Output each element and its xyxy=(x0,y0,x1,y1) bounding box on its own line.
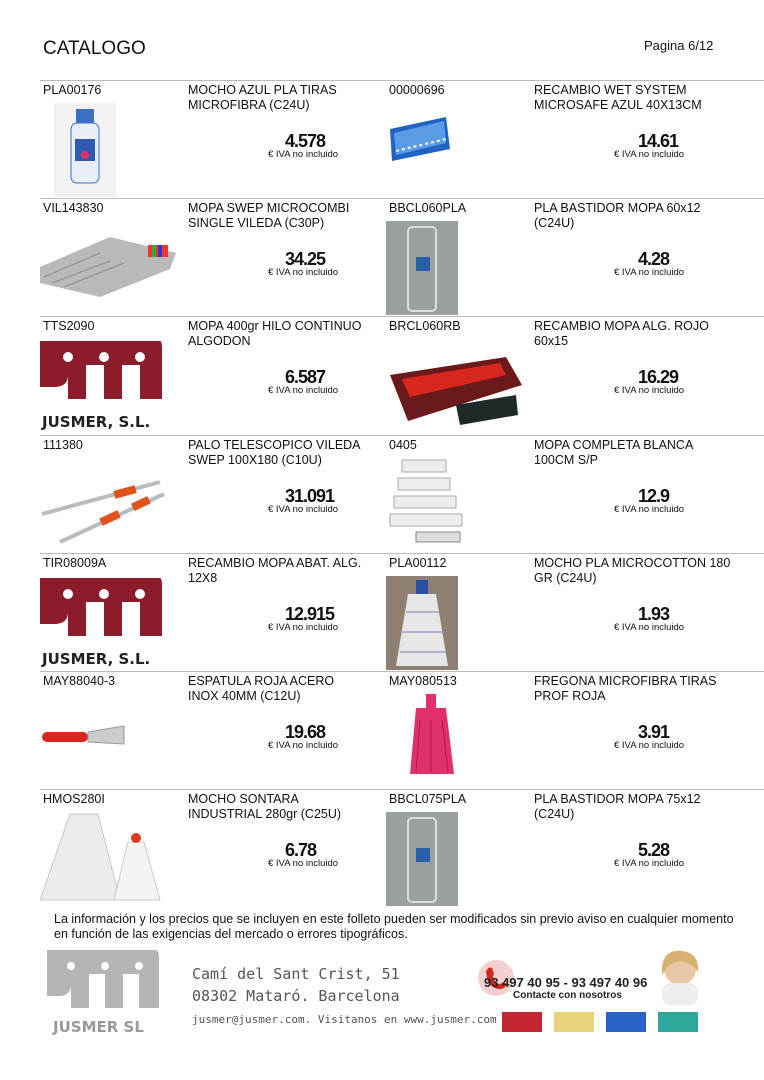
address-line-1: Camí del Sant Crist, 51 xyxy=(192,965,400,983)
iva-note: € IVA no incluido xyxy=(268,858,339,870)
mop-frame-image xyxy=(386,808,526,906)
iva-note: € IVA no incluido xyxy=(268,739,339,751)
table-row xyxy=(40,671,764,789)
product-description: PLA BASTIDOR MOPA 75x12 (C24U) xyxy=(534,792,701,822)
product-description: MOCHO SONTARA INDUSTRIAL 280gr (C25U) xyxy=(188,792,342,822)
product-price: 14.61 xyxy=(638,131,679,151)
iva-note: € IVA no incluido xyxy=(614,858,685,870)
table-row xyxy=(40,435,764,553)
footer-address xyxy=(192,963,497,1026)
product-cell[interactable] xyxy=(40,81,386,199)
product-price: 6.587 xyxy=(285,367,326,388)
product-price: 31.091 xyxy=(285,485,335,506)
product-code: PLA00112 xyxy=(389,555,447,570)
iva-note: € IVA no incluido xyxy=(268,267,339,279)
product-code: BRCL060RB xyxy=(389,319,461,334)
blue-bottle-image xyxy=(40,99,180,197)
product-description: ESPATULA ROJA ACERO INOX 40MM (C12U) xyxy=(188,673,335,703)
product-description: PLA BASTIDOR MOPA 60x12 (C24U) xyxy=(534,201,701,231)
jusmer-logo xyxy=(40,572,180,670)
svg-text:JUSMER, S.L.: JUSMER, S.L. xyxy=(42,649,151,668)
page-title: CATALOGO xyxy=(43,38,146,59)
iva-note: € IVA no incluido xyxy=(614,385,685,397)
product-cell[interactable] xyxy=(40,672,386,790)
product-cell[interactable] xyxy=(40,790,386,908)
product-description: PALO TELESCOPICO VILEDA SWEP 100X180 (C10U) xyxy=(188,437,360,467)
product-code: 111380 xyxy=(43,437,83,452)
grey-mop-image xyxy=(40,217,180,315)
product-price: 4.578 xyxy=(285,131,326,151)
product-price: 5.28 xyxy=(638,840,670,861)
product-code: PLA00176 xyxy=(43,83,102,97)
iva-note: € IVA no incluido xyxy=(614,503,685,515)
product-price: 12.9 xyxy=(638,485,670,506)
product-cell[interactable] xyxy=(386,317,764,435)
table-row xyxy=(40,316,764,434)
product-code: BBCL060PLA xyxy=(389,201,467,216)
product-cell[interactable] xyxy=(40,436,386,554)
product-description: RECAMBIO MOPA ALG. ROJO 60x15 xyxy=(534,319,709,349)
product-price: 16.29 xyxy=(638,367,679,388)
product-cell[interactable] xyxy=(40,554,386,672)
product-grid xyxy=(40,80,764,907)
cotton-mop-image xyxy=(386,572,526,670)
address-line-3[interactable]: jusmer@jusmer.com. Visitanos en www.jusmer.com xyxy=(192,1013,497,1026)
address-line-2: 08302 Mataró. Barcelona xyxy=(192,987,400,1005)
mop-frame-image xyxy=(386,217,526,315)
iva-note: € IVA no incluido xyxy=(614,267,685,279)
product-code: HMOS280I xyxy=(43,792,105,807)
product-cell[interactable] xyxy=(40,317,386,435)
product-code: TIR08009A xyxy=(43,555,107,570)
product-price: 34.25 xyxy=(285,249,326,270)
product-description: RECAMBIO WET SYSTEM MICROSAFE AZUL 40X13CM xyxy=(534,83,702,112)
table-row xyxy=(40,80,764,198)
product-code: VIL143830 xyxy=(43,201,104,216)
product-code: MAY080513 xyxy=(389,673,457,688)
product-cell[interactable] xyxy=(386,554,764,672)
iva-note: € IVA no incluido xyxy=(614,149,685,160)
page-number: Pagina 6/12 xyxy=(644,38,714,53)
red-spatula-image xyxy=(40,690,180,788)
product-price: 6.78 xyxy=(285,840,317,861)
product-description: MOPA 400gr HILO CONTINUO ALGODON xyxy=(188,319,362,349)
jusmer-logo xyxy=(40,335,180,433)
brand-logos-strip xyxy=(502,1010,702,1034)
white-mop-set-image xyxy=(386,454,526,552)
product-cell[interactable] xyxy=(386,672,764,790)
product-code: TTS2090 xyxy=(43,319,95,334)
product-description: MOPA COMPLETA BLANCA 100CM S/P xyxy=(534,437,693,467)
white-mops-image xyxy=(40,808,180,906)
iva-note: € IVA no incluido xyxy=(268,503,339,515)
table-row xyxy=(40,553,764,671)
contact-label: Contacte con nosotros xyxy=(513,990,622,1001)
telescopic-pole-image xyxy=(40,454,180,552)
product-price: 3.91 xyxy=(638,721,670,742)
product-description: FREGONA MICROFIBRA TIRAS PROF ROJA xyxy=(534,673,717,703)
product-cell[interactable] xyxy=(386,81,764,199)
svg-text:JUSMER SL: JUSMER SL xyxy=(53,1018,144,1035)
red-fregona-image xyxy=(386,690,526,788)
product-description: MOCHO AZUL PLA TIRAS MICROFIBRA (C24U) xyxy=(188,83,337,112)
iva-note: € IVA no incluido xyxy=(614,739,685,751)
table-row xyxy=(40,198,764,316)
product-description: MOCHO PLA MICROCOTTON 180 GR (C24U) xyxy=(534,555,731,585)
blue-mop-pad-image xyxy=(386,99,526,197)
iva-note: € IVA no incluido xyxy=(614,621,685,633)
product-description: MOPA SWEP MICROCOMBI SINGLE VILEDA (C30P) xyxy=(188,201,350,231)
product-price: 4.28 xyxy=(638,249,670,270)
product-price: 19.68 xyxy=(285,721,326,742)
iva-note: € IVA no incluido xyxy=(268,385,339,397)
svg-text:JUSMER, S.L.: JUSMER, S.L. xyxy=(42,413,151,432)
product-cell[interactable] xyxy=(40,199,386,317)
product-price: 12.915 xyxy=(285,603,335,624)
table-row xyxy=(40,789,764,907)
product-cell[interactable] xyxy=(386,199,764,317)
phone-numbers[interactable]: 93 497 40 95 - 93 497 40 96 xyxy=(484,975,648,990)
red-mop-image xyxy=(386,335,526,433)
iva-note: € IVA no incluido xyxy=(268,621,339,633)
footer-jusmer-logo xyxy=(47,950,162,1035)
product-code: 0405 xyxy=(389,437,417,452)
disclaimer-note: La información y los precios que se incluyen en este folleto pueden ser modificados sin previo aviso en cualquier momento en función de las exigencias del mercado o errores tipográficos. xyxy=(54,912,734,941)
product-cell[interactable] xyxy=(386,436,764,554)
product-code: BBCL075PLA xyxy=(389,792,467,807)
product-code: 00000696 xyxy=(389,83,445,97)
operator-photo xyxy=(650,945,710,1005)
product-code: MAY88040-3 xyxy=(43,673,116,688)
iva-note: € IVA no incluido xyxy=(268,149,339,160)
product-cell[interactable] xyxy=(386,790,764,908)
product-description: RECAMBIO MOPA ABAT. ALG. 12X8 xyxy=(188,555,362,585)
product-price: 1.93 xyxy=(638,603,670,624)
